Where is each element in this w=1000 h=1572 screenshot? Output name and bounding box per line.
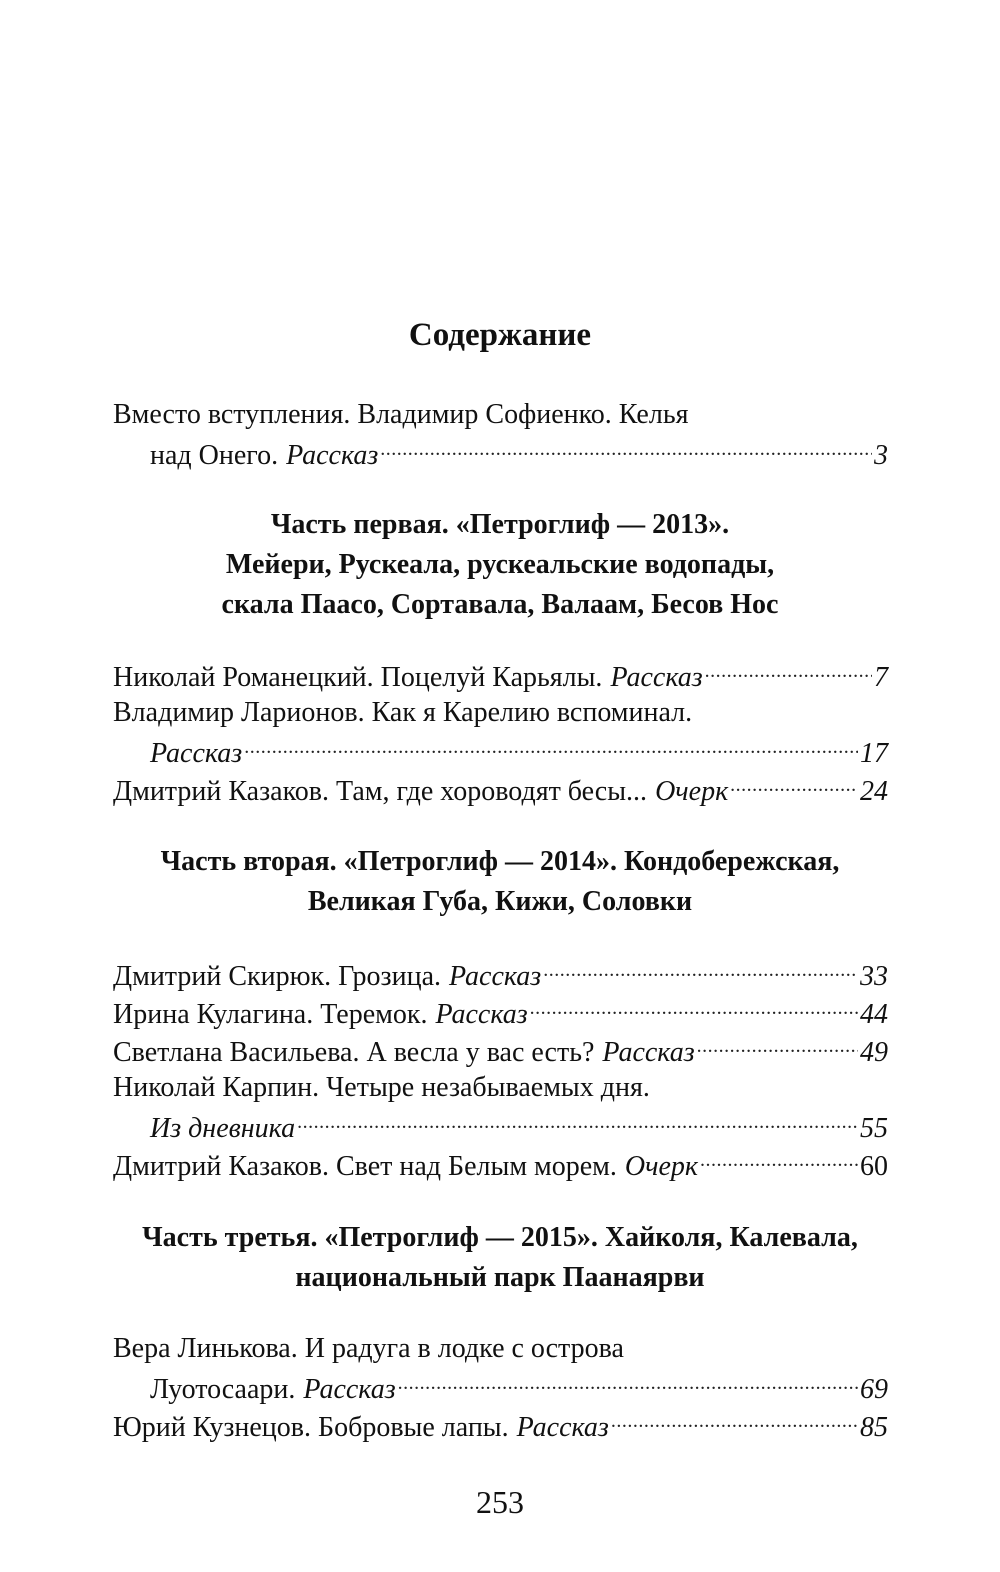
section-heading-line: Часть третья. «Петроглиф — 2015». Хайколя, Калевала,	[142, 1222, 858, 1253]
toc-entry-page: 24	[860, 776, 888, 807]
toc-entry	[150, 1107, 888, 1148]
toc-entry-genre: Рассказ	[435, 999, 528, 1030]
toc-entry-genre: Очерк	[624, 1151, 699, 1182]
toc-entry	[113, 770, 888, 811]
section-heading-line: Часть вторая. «Петроглиф — 2014». Кондобережская,	[160, 846, 840, 877]
toc-entry-text: Луотосаари.	[150, 1374, 296, 1405]
toc-entry-text: Николай Карпин. Четыре незабываемых дня.	[113, 1072, 650, 1103]
dot-leader	[398, 1368, 858, 1398]
toc-entry-genre: Рассказ	[150, 738, 243, 769]
toc-entry	[113, 1031, 888, 1072]
toc-entry	[150, 1368, 888, 1409]
section-heading-line: Мейери, Рускеала, рускеальские водопады,	[225, 549, 775, 580]
section-heading-line: скала Паасо, Сортавала, Валаам, Бесов Нос	[221, 589, 779, 620]
toc-entry-text: Николай Романецкий. Поцелуй Карьялы.	[113, 662, 603, 693]
toc-entry-page: 60	[860, 1151, 888, 1182]
toc-entry-genre: Рассказ	[602, 1037, 695, 1068]
toc-entry-text: Ирина Кулагина. Теремок.	[113, 999, 428, 1030]
toc-entry-genre: Очерк	[655, 776, 729, 807]
toc-entry	[150, 732, 888, 773]
dot-leader	[297, 1107, 858, 1137]
toc-entry-intro	[150, 434, 888, 475]
toc-entry	[113, 656, 888, 697]
dot-leader	[543, 955, 858, 985]
page-number: 253	[476, 1484, 524, 1520]
dot-leader	[244, 732, 858, 762]
toc-entry-genre: Рассказ	[449, 961, 542, 992]
section-heading-line: национальный парк Паанаярви	[295, 1262, 705, 1293]
toc-entry-genre: Рассказ	[610, 662, 703, 693]
dot-leader	[697, 1031, 858, 1061]
toc-entry-genre: Рассказ	[286, 440, 379, 471]
section-heading-part1	[100, 505, 900, 625]
toc-entry-page: 7	[874, 662, 888, 693]
toc-entry-page: 3	[874, 440, 888, 471]
toc-entry-page: 49	[860, 1037, 888, 1068]
toc-entry-text: Дмитрий Казаков. Там, где хороводят бесы...	[113, 776, 648, 807]
toc-entry	[113, 955, 888, 996]
page-title: Содержание	[408, 317, 592, 353]
toc-entry-intro-line1: Вместо вступления. Владимир Софиенко. Келья	[113, 399, 689, 430]
section-heading-line: Часть первая. «Петроглиф — 2013».	[270, 509, 730, 540]
toc-entry-page: 17	[860, 738, 888, 769]
toc-entry-text: Дмитрий Скирюк. Грозица.	[113, 961, 442, 992]
toc-entry	[113, 1145, 888, 1186]
toc-entry-genre: Из дневника	[150, 1113, 296, 1144]
toc-entry-genre: Рассказ	[516, 1412, 609, 1443]
toc-entry	[113, 1406, 888, 1447]
toc-entry-page: 33	[860, 961, 888, 992]
toc-entry-text: Вера Линькова. И радуга в лодке с острова	[113, 1333, 624, 1364]
toc-entry-text: Дмитрий Казаков. Свет над Белым морем.	[113, 1151, 617, 1182]
toc-entry-text: Светлана Васильева. А весла у вас есть?	[113, 1037, 595, 1068]
toc-entry-page: 55	[860, 1113, 888, 1144]
toc-entry-text: над Онего.	[150, 440, 279, 471]
toc-entry-text: Владимир Ларионов. Как я Карелию вспоминал.	[113, 697, 693, 728]
dot-leader	[380, 434, 872, 464]
dot-leader	[700, 1145, 858, 1175]
section-heading-part2	[80, 842, 920, 922]
dot-leader	[530, 993, 858, 1023]
toc-entry-page: 85	[860, 1412, 888, 1443]
dot-leader	[611, 1406, 858, 1436]
toc-entry-page: 69	[860, 1374, 888, 1405]
section-heading-line: Великая Губа, Кижи, Соловки	[307, 886, 693, 917]
toc-entry-text: Юрий Кузнецов. Бобровые лапы.	[113, 1412, 509, 1443]
dot-leader	[730, 770, 858, 800]
section-heading-part3	[80, 1218, 920, 1298]
toc-entry-genre: Рассказ	[303, 1374, 396, 1405]
toc-entry-page: 44	[860, 999, 888, 1030]
dot-leader	[705, 656, 872, 686]
toc-entry	[113, 993, 888, 1034]
